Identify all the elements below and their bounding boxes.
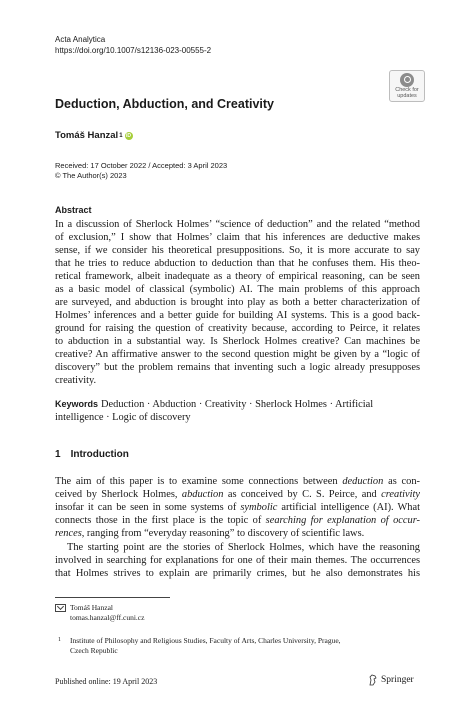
intro-p2-line: involved in searching for explanations for one of their main themes. The occurrences	[55, 555, 420, 566]
contact-email[interactable]: tomas.hanzal@ff.cuni.cz	[70, 613, 145, 622]
check-updates-label: Check for updates	[395, 87, 419, 99]
springer-logo	[368, 674, 414, 686]
section-title: Introduction	[70, 449, 129, 460]
abstract-line: that he tries to reduce abduction to deduction than that he confuses them. His theo-	[55, 258, 420, 269]
affiliation-line-1: Institute of Philosophy and Religious Studies, Faculty of Arts, Charles University, Prague,	[70, 636, 341, 645]
keywords-line-1: Deduction · Abduction · Creativity · Sherlock Holmes · Artificial	[101, 399, 374, 410]
abstract-line: of exclusion,” I show that Holmes’ claim that his inferences are deductive makes	[55, 232, 420, 243]
keywords-block	[55, 398, 420, 424]
contact-name: Tomáš Hanzal	[70, 603, 114, 612]
section-number: 1	[55, 449, 61, 460]
text-run: as con-	[383, 476, 420, 487]
intro-p1-line	[55, 475, 420, 488]
intro-p1-line	[55, 501, 420, 514]
journal-header	[55, 34, 211, 56]
abstract-line: creative? An affirmative answer to the second question might be given by a “logic of	[55, 349, 420, 360]
footnote-rule	[55, 597, 170, 598]
abstract-line: as a basic model of classical (symbolic) AI. The main problems of this approach	[55, 284, 420, 295]
abstract-line: retical framework, albeit inadequate as a theory of empirical reasoning, can be seen	[55, 271, 420, 282]
intro-p1-line	[55, 488, 420, 501]
abstract-line: ground for raising the question of creativity because, according to Peirce, it relates	[55, 323, 420, 334]
orcid-icon[interactable]: iD	[126, 132, 132, 139]
abstract-line: to abduction in a substantial way. Is Sherlock Holmes creative? Can machines be	[55, 336, 420, 347]
check-updates-icon	[400, 73, 414, 87]
affiliation-number: 1	[58, 637, 61, 643]
section-heading	[55, 449, 129, 460]
abstract-line: discovery” but the problem remains that inventing such a logic already presupposes	[55, 362, 420, 373]
author-name: Tomáš Hanzal	[55, 130, 119, 141]
intro-paragraph-2	[55, 541, 420, 580]
affiliation-line-2: Czech Republic	[70, 646, 118, 655]
abstract-line: sense, if we consider his theoretical presuppositions. So, it is more accurate to say	[55, 245, 420, 256]
abstract-line: Holmes’ inferences and a better guide for building AI systems. This is a good back-	[55, 310, 420, 321]
author-line	[55, 130, 133, 141]
text-run: ceived by Sherlock Holmes,	[55, 489, 182, 500]
text-run: as conceived by C. S. Peirce, and	[223, 489, 382, 500]
article-title: Deduction, Abduction, and Creativity	[55, 97, 274, 111]
intro-p1-line	[55, 527, 420, 540]
published-online: Published online: 19 April 2023	[55, 677, 158, 686]
affiliation-block	[70, 636, 341, 656]
italic-term: creativity	[381, 489, 420, 500]
text-run: , ranging from “everyday reasoning” to discovery of scientific laws.	[81, 528, 365, 539]
abstract-line: In a discussion of Sherlock Holmes’ “science of deduction” and the related “method	[55, 219, 420, 230]
journal-name: Acta Analytica	[55, 35, 106, 44]
text-run: connects those in the first place is the topic of	[55, 515, 266, 526]
abstract-line: creativity.	[55, 375, 97, 386]
intro-p2-line: that Holmes strives to explain are primarily crimes, but he also demonstrates his	[55, 568, 420, 579]
intro-p1-line	[55, 514, 420, 527]
italic-term: abduction	[181, 489, 224, 500]
text-run: The aim of this paper is to examine some connections between	[55, 476, 343, 487]
italic-term: searching for explanation of occur-	[265, 515, 420, 526]
mail-icon	[55, 604, 66, 612]
springer-horse-icon	[368, 674, 378, 686]
springer-wordmark: Springer	[381, 675, 414, 685]
keywords-label: Keywords	[55, 399, 99, 409]
contact-block	[70, 603, 144, 623]
received-accepted-line: Received: 17 October 2022 / Accepted: 3 April 2023	[55, 161, 228, 170]
intro-p2-line: The starting point are the stories of Sherlock Holmes, which have the reasoning	[67, 542, 420, 553]
author-affiliation-marker: 1	[119, 132, 123, 139]
doi-link[interactable]: https://doi.org/10.1007/s12136-023-00555-2	[55, 46, 212, 55]
article-dates	[55, 161, 227, 181]
abstract-line: are surveyed, and abduction is brought into play as both a better characterization of	[55, 297, 420, 308]
abstract-body	[55, 218, 420, 387]
italic-term: rences	[55, 528, 82, 539]
copyright-line: © The Author(s) 2023	[55, 171, 127, 180]
intro-paragraph-1	[55, 475, 420, 540]
italic-term: deduction	[342, 476, 384, 487]
keywords-line-2: intelligence · Logic of discovery	[55, 412, 191, 423]
abstract-heading: Abstract	[55, 205, 92, 215]
italic-term: symbolic	[240, 502, 278, 513]
text-run: insofar it can be seen in some systems of	[55, 502, 241, 513]
check-for-updates-badge[interactable]	[389, 70, 425, 102]
text-run: artificial intelligence (AI). What	[277, 502, 420, 513]
